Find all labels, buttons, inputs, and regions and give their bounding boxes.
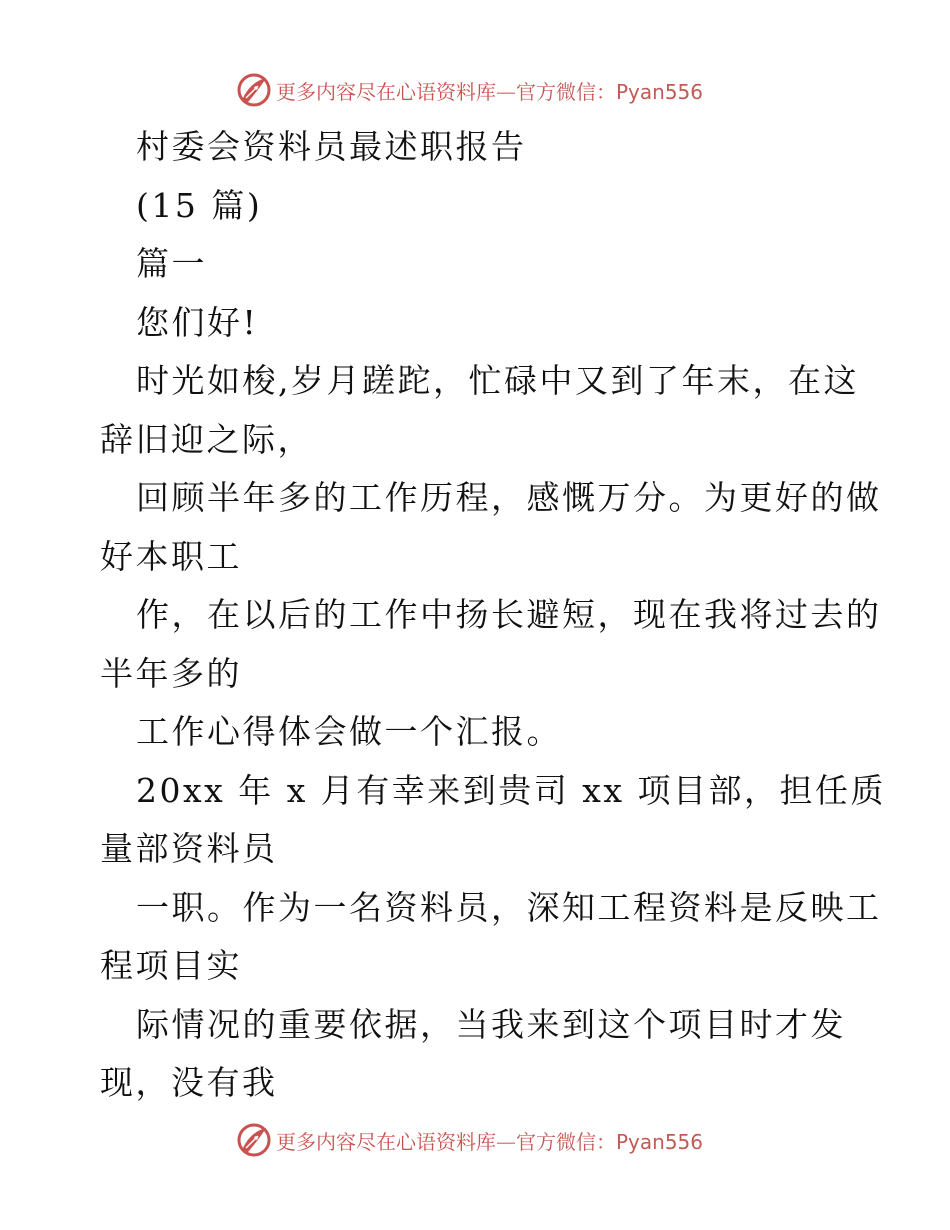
pen-nib-logo-icon xyxy=(236,1122,272,1158)
paragraph-line: 回顾半年多的工作历程，感慨万分。为更好的做 xyxy=(136,478,882,517)
banner-separator: — xyxy=(496,1129,516,1154)
banner-separator: — xyxy=(496,79,516,104)
section-heading: 篇一 xyxy=(136,244,207,283)
banner-site-text: 更多内容尽在心语资料库 xyxy=(276,79,496,104)
document-body xyxy=(100,118,886,1113)
paragraph-line: 20xx 年 x 月有幸来到贵司 xx 项目部，担任质 xyxy=(136,770,886,810)
paragraph-line: 程项目实 xyxy=(100,946,242,985)
banner-wechat-text: 官方微信：Pyan556 xyxy=(516,1129,704,1154)
paragraph-line: 工作心得体会做一个汇报。 xyxy=(136,712,562,751)
paragraph-line: 好本职工 xyxy=(100,536,242,576)
paragraph-line: 际情况的重要依据，当我来到这个项目时才发 xyxy=(136,1004,846,1044)
banner-text xyxy=(276,76,703,105)
paragraph-line: 一职。作为一名资料员，深知工程资料是反映工 xyxy=(136,887,882,927)
paragraph-line: 辞旧迎之际， xyxy=(100,419,313,459)
paragraph-line: 作，在以后的工作中扬长避短，现在我将过去的 xyxy=(136,595,882,634)
doc-title: 村委会资料员最述职报告 xyxy=(136,127,527,166)
header-banner xyxy=(236,70,703,110)
banner-text xyxy=(276,1126,703,1155)
paragraph-line: 时光如梭,岁月蹉跎，忙碌中又到了年末，在这 xyxy=(136,361,859,400)
banner-wechat-text: 官方微信：Pyan556 xyxy=(516,79,704,104)
greeting: 您们好! xyxy=(136,302,259,342)
doc-subtitle: (15 篇) xyxy=(136,185,263,225)
pen-nib-logo-icon xyxy=(236,72,272,108)
banner-site-text: 更多内容尽在心语资料库 xyxy=(276,1129,496,1154)
paragraph-line: 量部资料员 xyxy=(100,829,278,868)
paragraph-line: 半年多的 xyxy=(100,653,242,693)
footer-banner xyxy=(236,1120,703,1160)
paragraph-line: 现，没有我 xyxy=(100,1063,278,1102)
